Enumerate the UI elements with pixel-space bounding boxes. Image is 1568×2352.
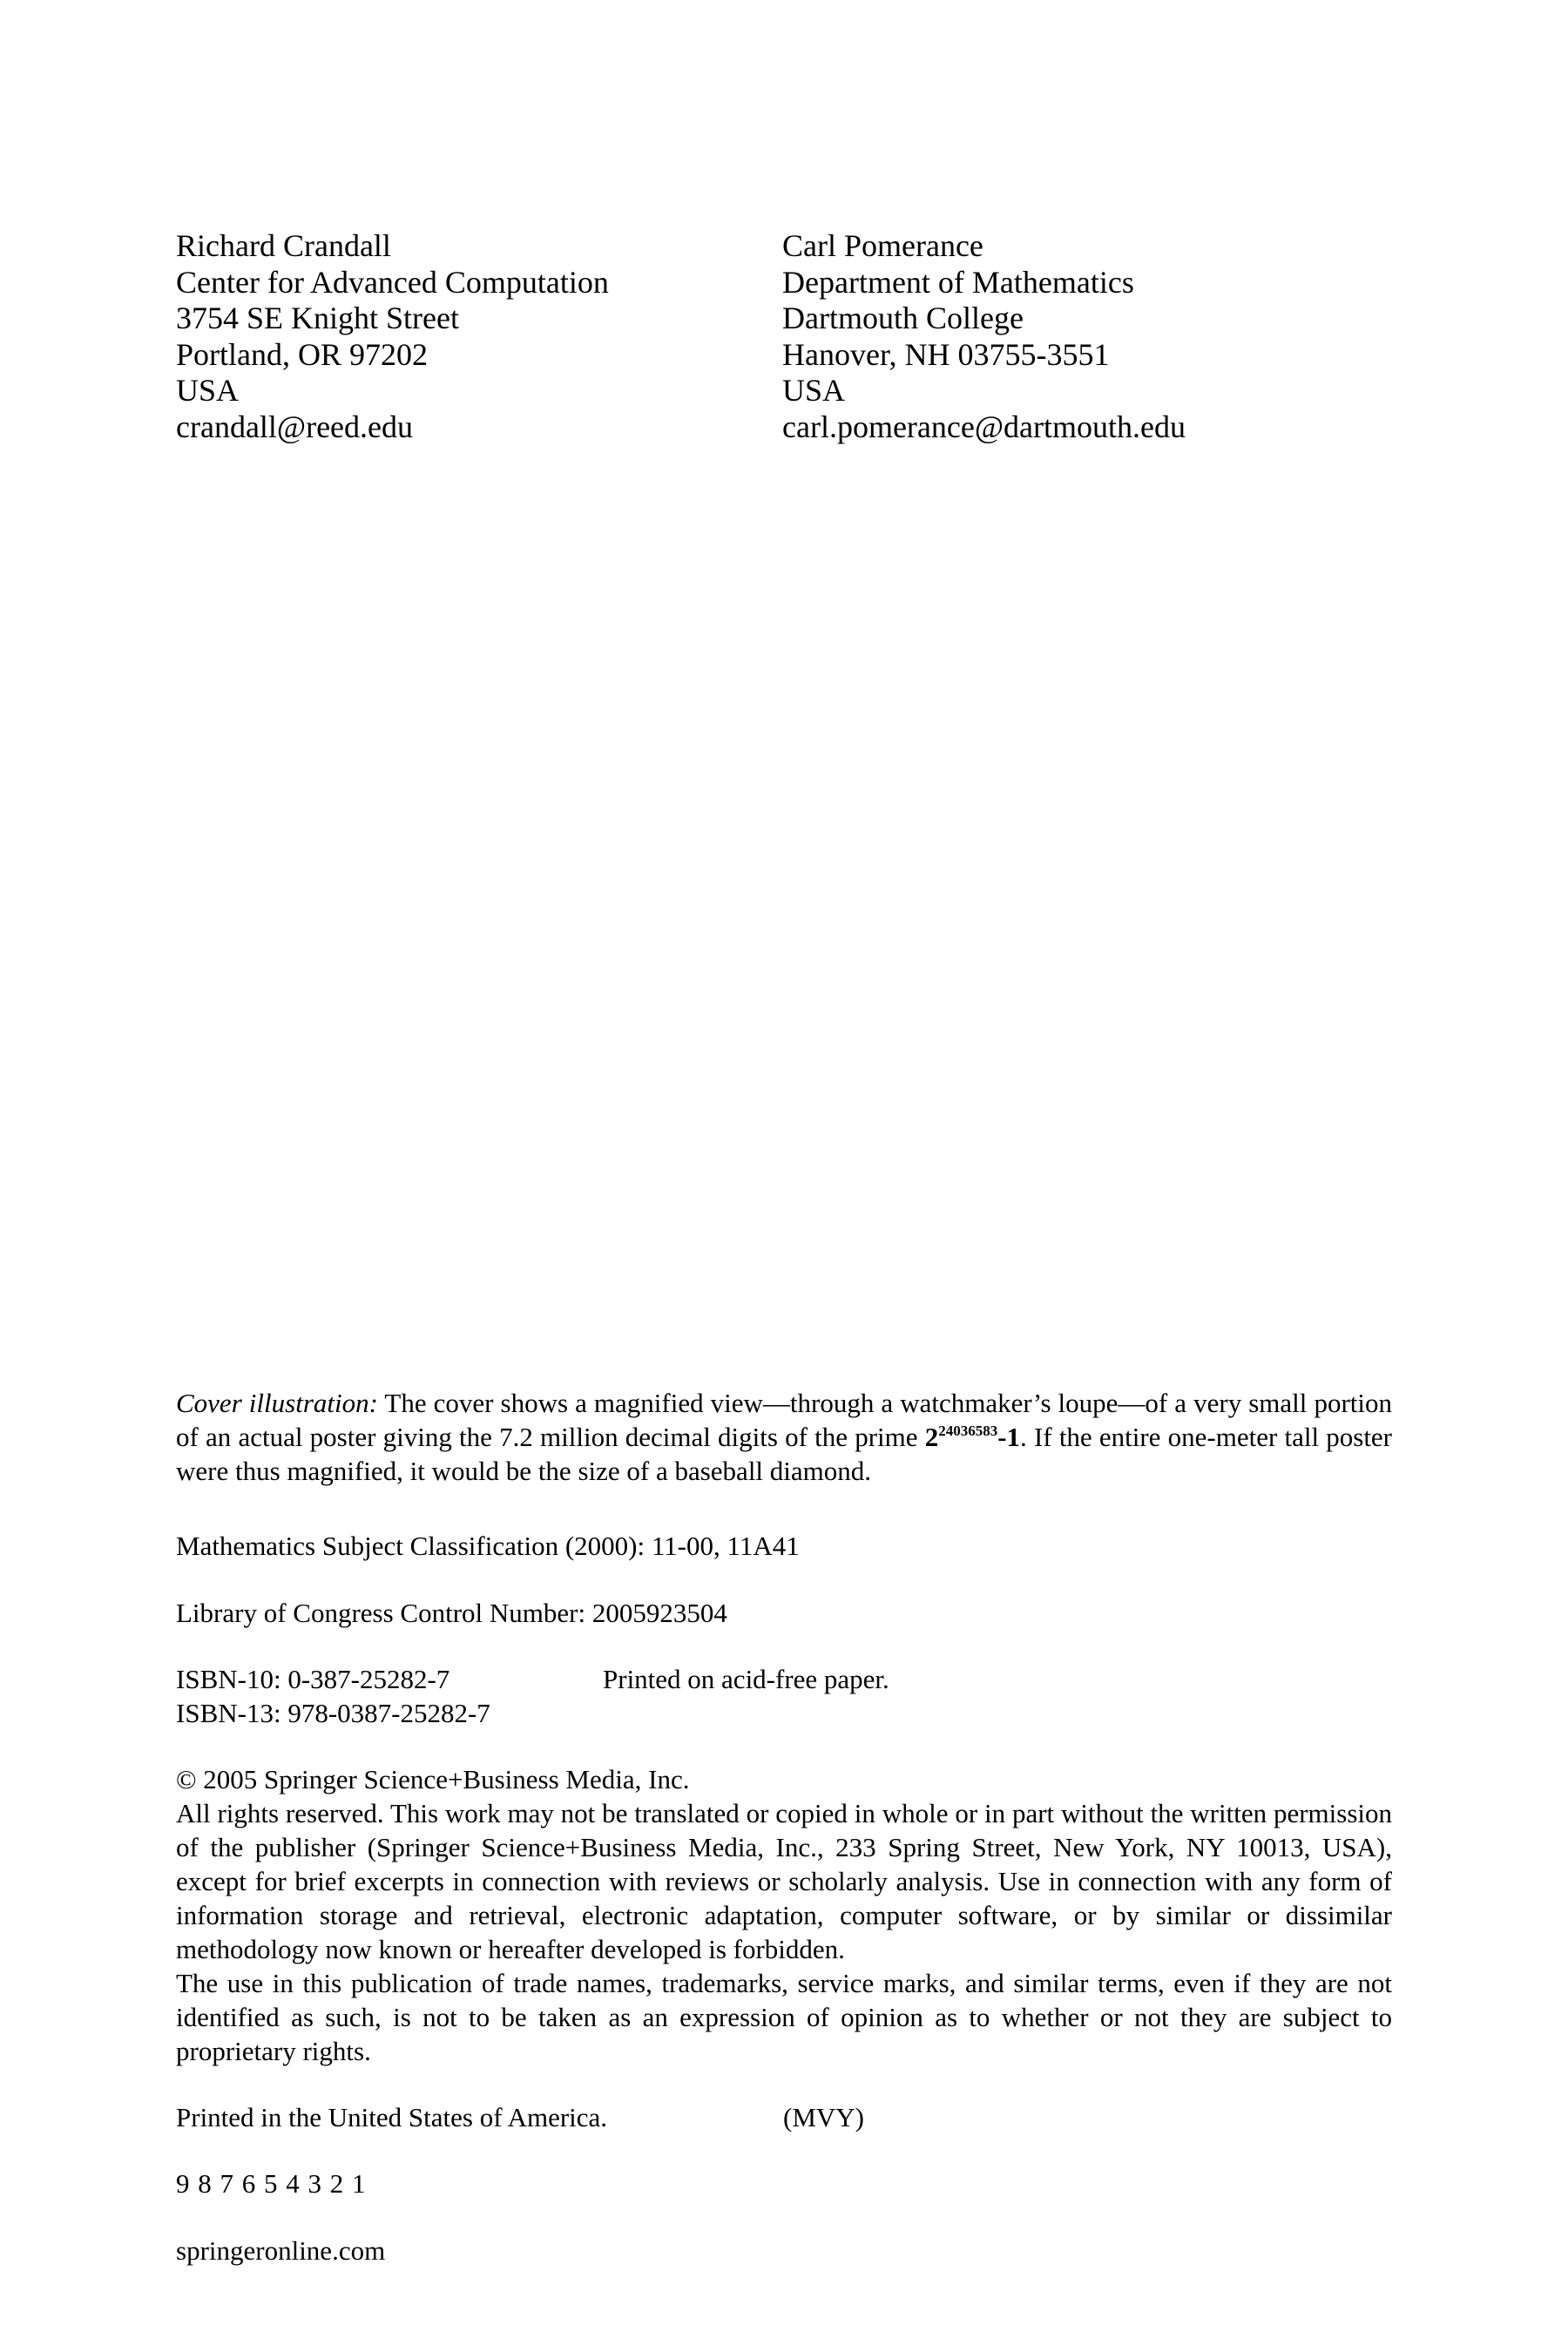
cover-text-before: The cover shows a magnified view—through a watchmaker’s loupe—of a very small portion of an actual poster giving the 7.2 million decimal digits of the prime	[176, 1388, 1392, 1452]
print-line: 9 8 7 6 5 4 3 2 1	[176, 2168, 366, 2199]
author-country: USA	[176, 373, 240, 408]
subject-classification: Mathematics Subject Classification (2000): 11-00, 11A41	[176, 1531, 800, 1561]
author-city: Hanover, NH 03755-3551	[782, 336, 1110, 372]
author-affiliation: Department of Mathematics	[782, 264, 1134, 300]
author-address-pomerance	[782, 228, 1186, 445]
prime-base: 2	[924, 1422, 939, 1452]
cover-illustration-label: Cover illustration:	[176, 1388, 378, 1418]
copyright-line: © 2005 Springer Science+Business Media, Inc.	[176, 1764, 690, 1794]
publisher-website: springeronline.com	[176, 2235, 386, 2266]
author-institution: Dartmouth College	[782, 301, 1024, 335]
author-city: Portland, OR 97202	[176, 336, 429, 372]
author-country: USA	[782, 373, 846, 408]
rights-paragraph: All rights reserved. This work may not be translated or copied in whole or in part without the written permission of the publisher (Springer Science+Business Media, Inc., 233 Spring Street, New York, NY 10013, USA), except for brief excerpts in connection with reviews or scholarly analysis. Use in connection with any form of information storage and retrieval, electronic adaptation, computer software, or by similar or dissimilar methodology now known or hereafter developed is forbidden.	[176, 1798, 1392, 1964]
cover-illustration-note	[176, 1386, 1392, 1488]
isbn-13: ISBN-13: 978-0387-25282-7	[176, 1698, 490, 1728]
prime-suffix: -1	[997, 1422, 1021, 1452]
author-name: Richard Crandall	[176, 228, 391, 263]
prime-expression	[925, 1422, 1020, 1452]
author-name: Carl Pomerance	[782, 228, 983, 263]
printed-in: Printed in the United States of America.	[176, 2102, 608, 2132]
trademark-paragraph: The use in this publication of trade names, trademarks, service marks, and similar terms, even if they are not identified as such, is not to be taken as an expression of opinion as to whether or not they are subject to proprietary rights.	[176, 1968, 1392, 2066]
prime-exponent: 24036583	[938, 1423, 998, 1439]
printer-code: (MVY)	[783, 2102, 864, 2132]
author-street: 3754 SE Knight Street	[176, 301, 459, 335]
author-email: crandall@reed.edu	[176, 409, 414, 444]
author-address-crandall	[176, 228, 609, 445]
isbn-block	[176, 1662, 490, 1730]
loc-control-number: Library of Congress Control Number: 2005923504	[176, 1598, 727, 1628]
acid-free-note: Printed on acid-free paper.	[603, 1664, 889, 1694]
author-email: carl.pomerance@dartmouth.edu	[782, 409, 1186, 444]
isbn-10: ISBN-10: 0-387-25282-7	[176, 1664, 450, 1694]
cover-text-after: . If the entire one-meter tall poster were thus magnified, it would be the size of a baseball diamond.	[176, 1422, 1393, 1486]
author-affiliation: Center for Advanced Computation	[176, 264, 609, 300]
